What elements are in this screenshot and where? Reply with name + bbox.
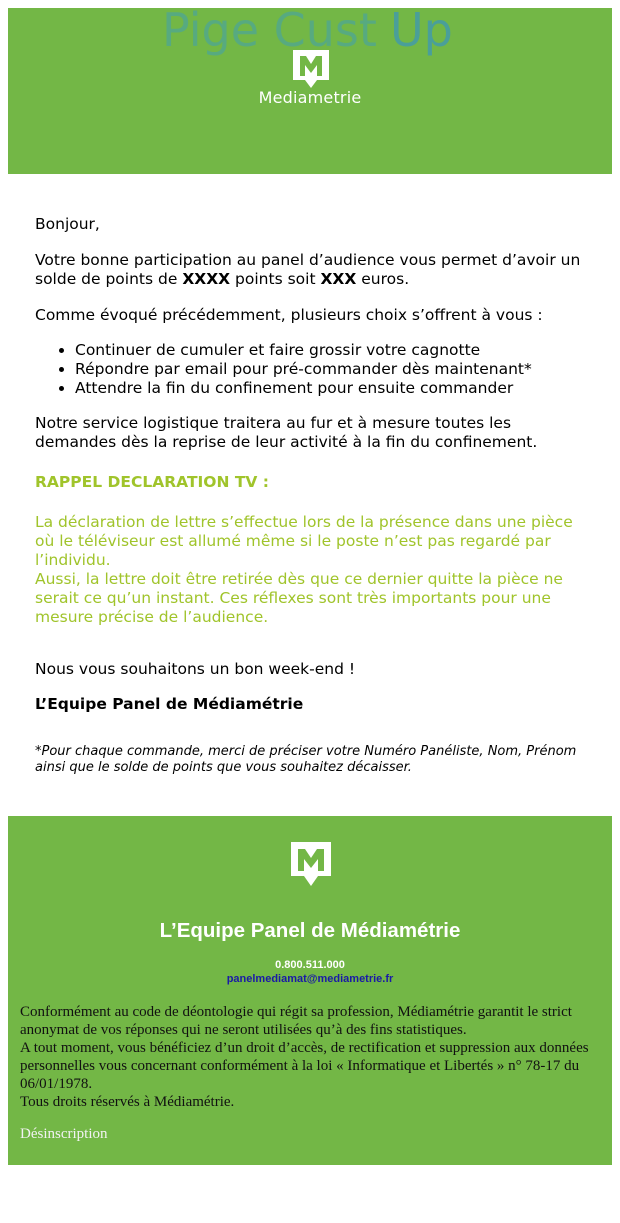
greeting: Bonjour, [35,215,100,233]
rappel-line-1: La déclaration de lettre s’effectue lors de la présence dans une pièce où le téléviseur est allumé même si le poste n’est pas regardé par l’individu. [35,513,573,569]
unsubscribe-link[interactable]: Désinscription [20,1126,108,1142]
legal-paragraph: A tout moment, vous bénéficiez d’un droit d’accès, de rectification et suppression aux données personnelles vous concernant conformément à la loi « Informatique et Libertés » n° 78-17 du 06/01/1978. [20,1040,589,1092]
intro-text-after: euros. [356,270,410,288]
intro-paragraph [35,251,595,289]
brand-name: Mediametrie [258,88,362,107]
rappel-body [35,513,595,627]
watermark-text-part1: Pige Cust [162,3,377,57]
logistics-paragraph: Notre service logistique traitera au fur et à mesure toutes les demandes dès la reprise de leur activité à la fin du confinement. [35,414,538,451]
intro-text-before: Votre bonne participation au panel d’audience vous permet d’avoir un solde de points de [35,251,581,288]
watermark-logo [160,0,460,60]
signature: L’Equipe Panel de Médiamétrie [35,695,304,713]
list-item: • Répondre par email pour pré-commander dès maintenant* [75,360,595,379]
legal-paragraph: Tous droits réservés à Médiamétrie. [20,1094,235,1110]
watermark-text-part2: Up [390,3,453,57]
email-body [35,215,595,776]
choices-list [35,341,595,398]
footer-email-link[interactable]: panelmediamat@mediametrie.fr [226,973,394,985]
mediametrie-logo-icon [287,840,335,890]
choices-intro: Comme évoqué précédemment, plusieurs choix s’offrent à vous : [35,306,543,324]
legal-paragraph: Conformément au code de déontologie qui régit sa profession, Médiamétrie garantit le strict anonymat de vos réponses qui ne seront utilisées qu’à des fins statistiques. [20,1004,572,1038]
legal-notice [20,1003,602,1111]
intro-text-middle: points soit [230,270,321,288]
list-item: • Continuer de cumuler et faire grossir votre cagnotte [75,341,595,360]
euros-value: XXX [320,270,357,288]
list-item: • Attendre la fin du confinement pour ensuite commander [75,379,595,398]
rappel-line-2: Aussi, la lettre doit être retirée dès que ce dernier quitte la pièce ne serait ce qu’un instant. Ces réflexes sont très importants pour une mesure précise de l’audience. [35,570,563,626]
footer-banner [8,816,612,1165]
weekend-wish: Nous vous souhaitons un bon week-end ! [35,660,356,678]
footer-phone: 0.800.511.000 [275,959,345,971]
footnote: *Pour chaque commande, merci de préciser votre Numéro Panéliste, Nom, Prénom ainsi que le solde de points que vous souhaitez décaisser. [35,744,577,775]
footer-title: L’Equipe Panel de Médiamétrie [159,919,461,942]
points-value: XXXX [182,270,231,288]
rappel-title: RAPPEL DECLARATION TV : [35,473,269,491]
